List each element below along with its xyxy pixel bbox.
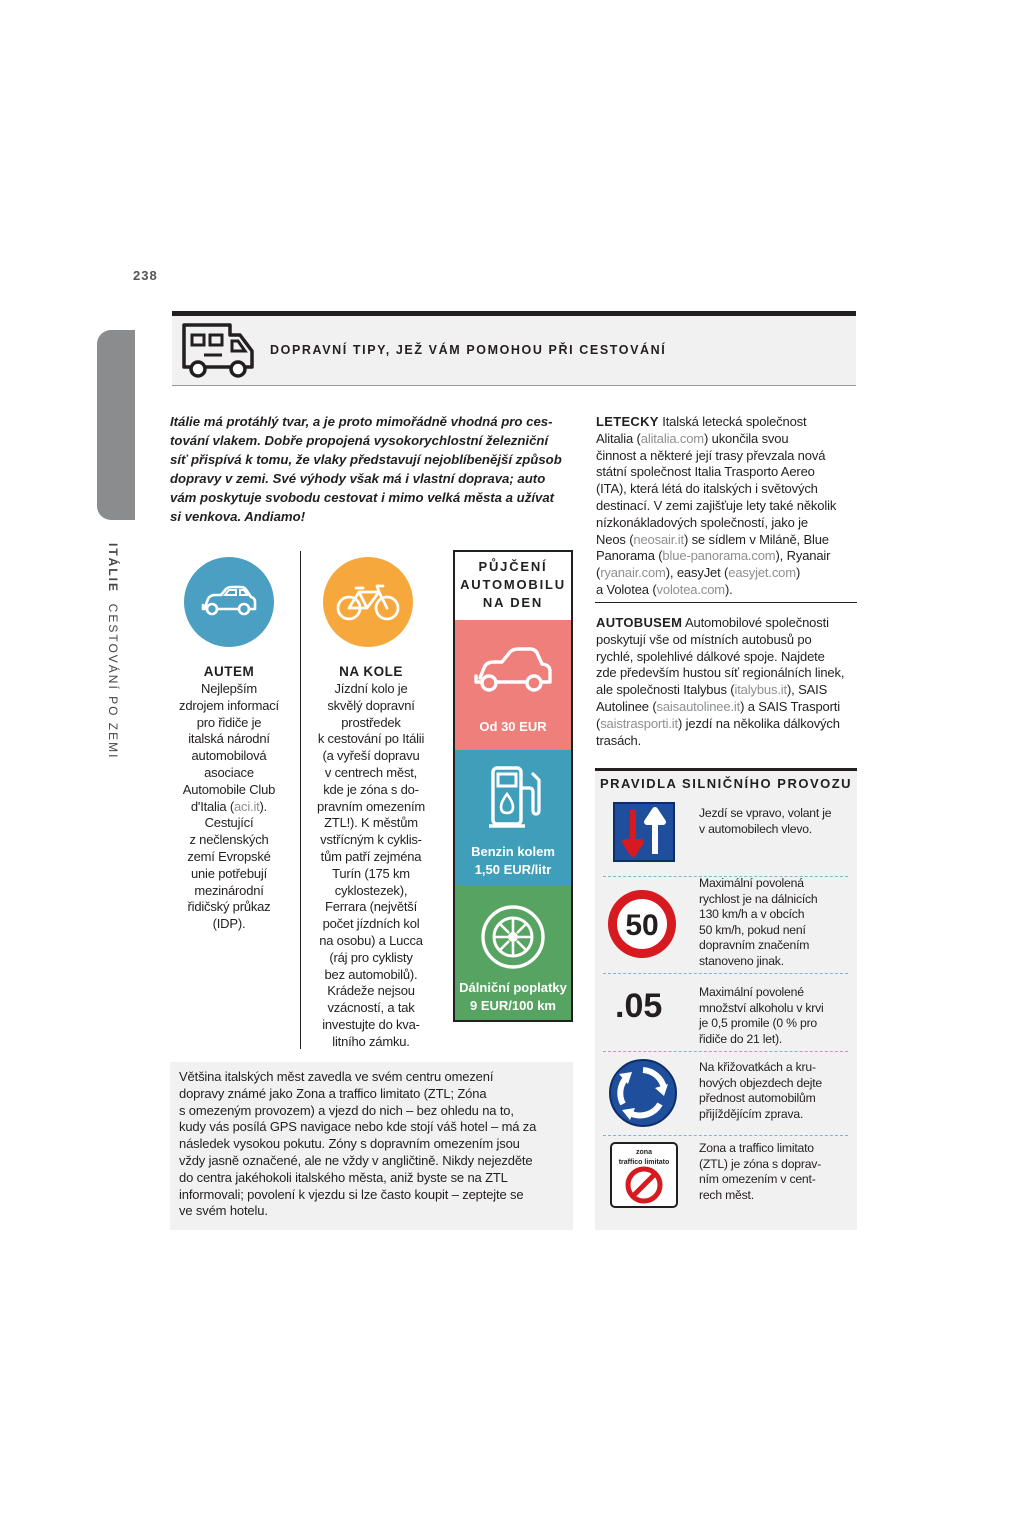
rule-line: (ZTL) je zóna s doprav- <box>699 1156 822 1171</box>
bike-text-line: litního zámku. <box>332 1033 410 1049</box>
bus-line <box>596 716 860 733</box>
rule-line: 130 km/h a v obcích <box>699 907 805 921</box>
bike-text-line: skvělý dopravní <box>327 697 415 713</box>
rule-line: Na křižovatkách a kru- <box>699 1060 816 1074</box>
bus-line <box>596 682 860 699</box>
rental-heading-line: AUTOMOBILU <box>460 577 566 592</box>
tolls-panel <box>455 885 571 1020</box>
car-text-line: unie potřebují <box>191 865 267 881</box>
ztl-text-line: informovali; povolení k vjezdu si lze často koupit – zeptejte se <box>179 1186 524 1202</box>
rule-line: rychlost je na dálnicích <box>699 891 818 906</box>
body-text: Neos ( <box>596 531 634 547</box>
body-text: ), SAIS <box>787 682 828 698</box>
bike-text-line: k cestování po Itálii <box>317 731 425 747</box>
car-text-line: pro řidiče je <box>196 714 262 730</box>
bus-line <box>596 632 860 649</box>
body-text: destinací. V zemi zajišťuje lety také několik <box>596 497 837 513</box>
section-divider <box>595 602 857 603</box>
toll-price-line: Dálniční poplatky <box>459 980 567 995</box>
body-text: a Volotea ( <box>596 581 657 597</box>
rule-line: řidiče do 21 let). <box>699 1031 783 1046</box>
body-text: Alitalia ( <box>596 430 641 446</box>
body-text: Automobilové společnosti <box>682 615 829 630</box>
wheel-icon <box>479 903 547 971</box>
rule-line: Jezdí se vpravo, volant je <box>699 806 832 820</box>
two-way-traffic-sign-icon <box>613 802 675 862</box>
bike-text-line: vstřícným k cyklis- <box>320 832 422 848</box>
car-text-line: mezinárodní <box>194 882 264 898</box>
chapter-tab <box>97 330 135 520</box>
website-link[interactable]: saisautolinee.it <box>656 698 741 714</box>
rental-price: Od 30 EUR <box>479 719 547 734</box>
car-text-line: Cestující <box>204 815 254 831</box>
ztl-sign-word: traffico limitato <box>618 1159 670 1166</box>
air-line <box>596 431 860 448</box>
bike-text-line: v centrech měst, <box>324 764 418 780</box>
bike-text-line: tům patří zejména <box>320 848 422 864</box>
bike-text-line: Turín (175 km <box>332 865 410 881</box>
speed-limit-sign-icon <box>606 888 678 960</box>
bike-text-line: počet jízdních kol <box>322 916 420 932</box>
toll-price-line: 9 EUR/100 km <box>470 998 556 1013</box>
rule-line: přijíždějícím zprava. <box>699 1106 804 1121</box>
rule-line: ním omezením v cent- <box>699 1172 816 1186</box>
rule-line: Maximální povolené <box>699 985 804 999</box>
rule-line: přednost automobilům <box>699 1091 816 1105</box>
rule-line: množství alkoholu v krvi <box>699 1000 824 1015</box>
rule-text <box>699 985 851 1047</box>
chapter-section: CESTOVÁNÍ PO ZEMI <box>106 603 120 760</box>
air-line <box>596 515 860 532</box>
rental-price-panel <box>455 620 571 750</box>
rental-heading <box>455 558 571 612</box>
bike-title: NA KOLE <box>339 664 403 679</box>
intro-line: dopravy v zemi. Své výhody však má i vlastní doprava; auto <box>170 471 546 486</box>
car-icon <box>472 646 554 696</box>
website-link[interactable]: alitalia.com <box>640 430 704 446</box>
ztl-sign-word: zona <box>636 1149 652 1156</box>
website-link[interactable]: saistrasporti.it <box>600 715 678 731</box>
car-circle <box>184 557 274 647</box>
rule-line: Maximální povolená <box>699 876 804 890</box>
rule-line: rech měst. <box>699 1187 754 1202</box>
air-line <box>596 582 860 599</box>
car-text-line: Nejlepším <box>201 681 257 696</box>
website-link[interactable]: ryanair.com <box>600 565 666 581</box>
bus-line <box>596 615 860 632</box>
fuel-pump-icon <box>487 764 543 832</box>
bike-text-line: (a vyřeší dopravu <box>322 748 420 764</box>
chapter-country: ITÁLIE <box>106 543 120 593</box>
car-text-line <box>168 799 290 816</box>
car-text-line: zemí Evropské <box>187 848 271 864</box>
bike-text-line: Ferrara (největší <box>325 899 417 915</box>
body-text: poskytují vše od místních autobusů po <box>596 631 812 647</box>
ztl-zone-sign-icon <box>610 1142 678 1208</box>
bike-text-line: ZTL!). K městům <box>324 815 418 831</box>
car-text-line: italská národní <box>188 731 270 747</box>
roundabout-sign-icon <box>608 1058 678 1128</box>
air-label: LETECKY <box>596 414 659 429</box>
body-text: Italská letecká společnost <box>658 414 807 429</box>
body-text: ), easyJet ( <box>665 565 729 581</box>
bus-line <box>596 699 860 716</box>
website-link[interactable]: volotea.com <box>656 581 725 597</box>
car-text-line: zdrojem informací <box>179 697 279 713</box>
fuel-panel <box>455 750 571 885</box>
bike-text-line: Jízdní kolo je <box>334 681 408 696</box>
bus-label: AUTOBUSEM <box>596 615 683 630</box>
bike-text-line: investujte do kva- <box>322 1016 420 1032</box>
body-text: ( <box>596 565 601 581</box>
body-text: ) jezdí na několika dálkových <box>677 715 840 731</box>
body-text: ) <box>795 565 801 581</box>
body-text: ale společnosti Italybus ( <box>596 682 735 698</box>
website-link[interactable]: italybus.it <box>734 682 787 698</box>
fuel-price-line: 1,50 EUR/litr <box>474 862 552 877</box>
air-line <box>596 448 860 465</box>
body-text: Autolinee ( <box>596 698 657 714</box>
rule-line: dopravním značením <box>699 938 810 952</box>
rule-line: 50 km/h, pokud není <box>699 922 806 937</box>
air-line <box>596 565 860 582</box>
ztl-text-line: kudy vás posílá GPS navigace nebo kde stojí váš hotel – má za <box>179 1119 537 1135</box>
ztl-text-line: Většina italských měst zavedla ve svém centru omezení <box>179 1069 494 1084</box>
ztl-text-line: ve svém hotelu. <box>179 1203 268 1219</box>
intro-line: vám poskytuje svobodu cestovat i mimo velká města a užívat <box>170 490 555 505</box>
bus-line <box>596 649 860 666</box>
ztl-text-line: vždy jasně označené, ale ne vždy v angličtině. Nikdy nejezděte <box>179 1152 533 1168</box>
bus-line <box>596 733 860 750</box>
car-icon <box>199 585 259 619</box>
intro-paragraph <box>170 412 575 526</box>
website-link[interactable]: blue-panorama.com <box>662 548 776 564</box>
rental-heading-line: PŮJČENÍ <box>478 559 548 574</box>
car-text-line: Automobile Club <box>182 781 276 797</box>
bicycle-icon <box>335 582 401 622</box>
website-link[interactable]: easyjet.com <box>728 565 796 581</box>
car-text-line: řidičský průkaz <box>187 899 271 915</box>
car-text <box>168 681 290 933</box>
bus-line <box>596 665 860 682</box>
rule-line: je 0,5 promile (0 % pro <box>699 1016 818 1030</box>
intro-line: si venkova. Andiamo! <box>170 509 306 524</box>
rule-divider <box>603 1051 848 1052</box>
air-line <box>596 414 860 431</box>
bus-travel-section <box>596 615 860 749</box>
body-text: rychlé, spolehlivé dálkové spoje. Najdete <box>596 648 825 664</box>
body-text: trasách. <box>596 732 642 748</box>
body-text: ). <box>724 581 733 597</box>
rule-text <box>699 1141 851 1203</box>
body-text: Panorama ( <box>596 548 663 564</box>
rule-line: stanoveno jinak. <box>699 953 784 968</box>
intro-line: tování vlakem. Dobře propojená vysokorychlostní železniční <box>170 433 549 448</box>
body-text: zde především hustou síť regionálních linek, <box>596 665 845 681</box>
body-text: činnost a některé její trasy převzala nová <box>596 447 826 463</box>
chapter-label <box>106 543 120 759</box>
rule-divider <box>603 973 848 974</box>
speed-limit-number: 50 <box>625 909 659 942</box>
rule-text <box>699 876 851 969</box>
intro-line: síť přispívá k tomu, že vlaky představují nejoblíbenější způsob <box>170 452 562 467</box>
rule-text <box>699 1060 851 1122</box>
bike-circle <box>323 557 413 647</box>
body-text: ) se sídlem v Miláně, Blue <box>683 531 829 547</box>
car-text-line: automobilová <box>191 748 267 764</box>
body-text: ) ukončila svou <box>703 430 789 446</box>
rental-heading-line: NA DEN <box>482 595 544 610</box>
bike-text-line: cyklostezek), <box>334 882 408 898</box>
page-number: 238 <box>133 268 158 283</box>
section-title: DOPRAVNÍ TIPY, JEŽ VÁM POMOHOU PŘI CESTOVÁNÍ <box>270 343 667 357</box>
rule-line: Zona a traffico limitato <box>699 1141 814 1155</box>
air-line <box>596 464 860 481</box>
ztl-text-line: s omezeným provozem) a vjezd do nich – bez ohledu na to, <box>179 1102 514 1118</box>
camper-van-icon <box>180 321 256 379</box>
air-travel-section <box>596 414 860 599</box>
air-line <box>596 481 860 498</box>
bike-text-line: (ráj pro cyklisty <box>329 949 413 965</box>
air-line <box>596 532 860 549</box>
body-text: ), Ryanair <box>775 548 831 564</box>
rule-text <box>699 806 851 837</box>
column-divider <box>300 551 301 1049</box>
car-text-line: z nečlenských <box>189 832 269 848</box>
aci-prefix: d'Italia ( <box>190 798 235 814</box>
bike-text-line: Krádeže nejsou <box>327 983 415 999</box>
ztl-text-line: dopravy známé jako Zona a traffico limitato (ZTL; Zóna <box>179 1085 487 1101</box>
aci-link[interactable]: aci.it <box>234 798 260 814</box>
website-link[interactable]: neosair.it <box>633 531 684 547</box>
bike-text-line: pravním omezením <box>316 798 426 814</box>
body-text: státní společnost Italia Trasporto Aereo <box>596 464 815 480</box>
rule-line: hových objezdech dejte <box>699 1075 822 1090</box>
road-rules-title: PRAVIDLA SILNIČNÍHO PROVOZU <box>599 776 853 791</box>
ztl-info-text <box>179 1069 567 1220</box>
bike-text-line: vzácností, a tak <box>327 1000 415 1016</box>
air-line <box>596 498 860 515</box>
bike-text-line: bez automobilů). <box>324 966 418 982</box>
aci-suffix: ). <box>259 798 268 814</box>
body-text: ) a SAIS Trasporti <box>740 698 841 714</box>
fuel-price-line: Benzin kolem <box>471 844 555 859</box>
body-text: nízkonákladových společností, jako je <box>596 514 808 530</box>
bike-text <box>306 681 436 1051</box>
alcohol-limit-icon: .05 <box>615 987 663 1025</box>
car-text-line: (IDP). <box>212 916 246 932</box>
ztl-text-line: do centra jakéhokoli italského města, aniž byste se na ZTL <box>179 1169 508 1185</box>
body-text: (ITA), která létá do italských i světových <box>596 481 818 497</box>
intro-line: Itálie má protáhlý tvar, a je proto mimořádně vhodná pro ces- <box>170 414 553 429</box>
bike-text-line: kde je zóna s do- <box>323 781 419 797</box>
bike-text-line: na osobu) a Lucca <box>319 932 423 948</box>
body-text: ( <box>596 715 601 731</box>
rule-divider <box>603 1135 848 1136</box>
air-line <box>596 548 860 565</box>
rule-line: v automobilech vlevo. <box>699 821 812 836</box>
car-text-line: asociace <box>204 764 254 780</box>
bike-text-line: prostředek <box>341 714 401 730</box>
ztl-text-line: následek vysokou pokutu. Zóny s dopravním omezením jsou <box>179 1136 520 1152</box>
car-title: AUTEM <box>203 664 255 679</box>
